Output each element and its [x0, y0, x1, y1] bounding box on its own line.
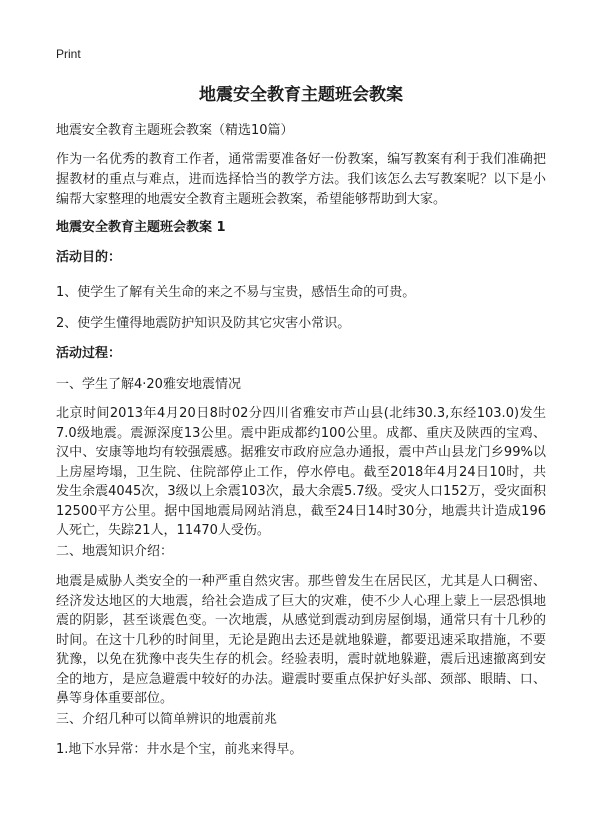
- subtitle: 地震安全教育主题班会教案（精选10篇）: [56, 123, 294, 138]
- process-heading: 活动过程：: [56, 346, 122, 361]
- objective-item-1: 1、使学生了解有关生命的来之不易与宝贵，感悟生命的可贵。: [56, 285, 416, 300]
- intro-paragraph: 作为一名优秀的教育工作者，通常需要准备好一份教案，编写教案有利于我们准确把握教材的重点与难点，进而选择恰当的教学方法。我们该怎么去写教案呢？以下是小编帮大家整理的地震安全教育主题班会教案，希望能够帮助到大家。: [56, 152, 546, 207]
- part3-heading: 三、介绍几种可以简单辨识的地震前兆: [56, 712, 278, 727]
- part2-heading: 二、地震知识介绍：: [56, 544, 174, 559]
- part2-paragraph: 地震是威胁人类安全的一种严重自然灾害。那些曾发生在居民区，尤其是人口稠密、经济发达地区的大地震，给社会造成了巨大的灾难，使不少人心理上蒙上一层恐惧地震的阴影，甚至谈震色变。一次地震，从感觉到震动到房屋倒塌，通常只有十几秒的时间。在这十几秒的时间里，无论是跑出去还是就地躲避，都要迅速采取措施，不要犹豫，以免在犹豫中丧失生存的机会。经验表明，震时就地躲避，震后迅速撤离到安全的地方，是应急避震中较好的办法。避震时要重点保护好头部、颈部、眼睛、口、鼻等身体重要部位。: [56, 574, 546, 706]
- part1-paragraph: 北京时间2013年4月20日8时02分四川省雅安市芦山县(北纬30.3,东经103.0)发生7.0级地震。震源深度13公里。震中距成都约100公里。成都、重庆及陕西的宝鸡、汉中、安康等地均有较强震感。据雅安市政府应急办通报，震中芦山县龙门乡99%以上房屋垮塌，卫生院、住院部停止工作，停水停电。截至2018年4月24日10时，共发生余震4045次，3级以上余震103次，最大余震5.7级。受灾人口152万，受灾面积12500平方公里。据中国地震局网站消息，截至24日14时30分，地震共计造成196人死亡，失踪21人，11470人受伤。: [56, 406, 546, 538]
- part1-heading: 一、学生了解4·20雅安地震情况: [56, 377, 241, 392]
- objectives-heading: 活动目的：: [56, 250, 122, 265]
- section-heading: 地震安全教育主题班会教案 1: [56, 220, 226, 235]
- print-link[interactable]: Print: [56, 47, 81, 61]
- page-title: 地震安全教育主题班会教案: [199, 85, 403, 105]
- part3-item-1: 1.地下水异常：井水是个宝，前兆来得早。: [56, 742, 303, 757]
- objective-item-2: 2、使学生懂得地震防护知识及防其它灾害小常识。: [56, 316, 351, 331]
